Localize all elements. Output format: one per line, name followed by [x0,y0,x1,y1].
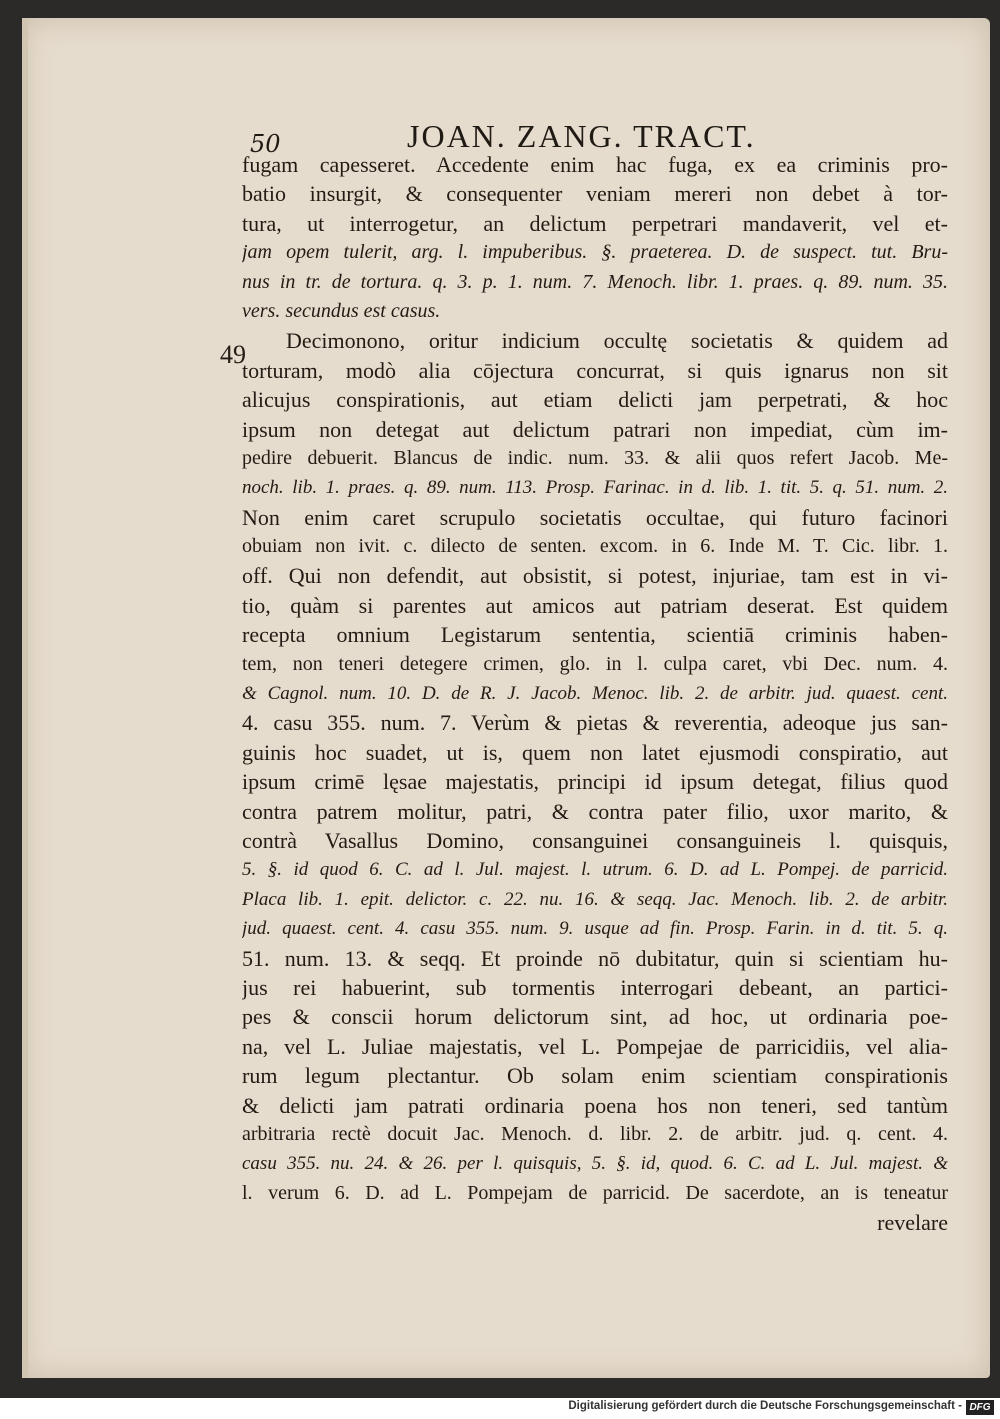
catchword: revelare [877,1210,948,1236]
text-line: noch. lib. 1. praes. q. 89. num. 113. Prosp. Farinac. in d. lib. 1. tit. 5. q. 51. num. 2. [242,477,948,499]
text-line: vers. secundus est casus. [242,299,441,322]
text-line: 5. §. id quod 6. C. ad l. Jul. majest. l. utrum. 6. D. ad L. Pompej. de parricid. [242,859,948,881]
text-line: jud. quaest. cent. 4. casu 355. num. 9. usque ad fin. Prosp. Farin. in d. tit. 5. q. [242,918,948,940]
footer-bar [0,1398,1000,1419]
text-line: 4. casu 355. num. 7. Verùm & pietas & reverentia, adeoque jus san- [242,710,948,736]
margin-number: 49 [220,340,246,369]
page-edge [22,18,28,1378]
footer-credit: Digitalisierung gefördert durch die Deutsche Forschungsgemeinschaft - [568,1400,962,1412]
text-line: jam opem tulerit, arg. l. impuberibus. §. praeterea. D. de suspect. tut. Bru- [242,241,948,264]
text-line: nus in tr. de tortura. q. 3. p. 1. num. 7. Menoch. libr. 1. praes. q. 89. num. 35. [242,270,948,293]
text-line: alicujus conspirationis, aut etiam delicti jam perpetrati, & hoc [242,387,948,413]
text-line: arbitraria rectè docuit Jac. Menoch. d. libr. 2. de arbitr. jud. q. cent. 4. [242,1122,948,1145]
text-line: ipsum non detegat aut delictum patrari non impediat, cùm im- [242,416,948,442]
text-line: tura, ut interrogetur, an delictum perpetrari mandaverit, vel et- [242,210,948,236]
text-line: 51. num. 13. & seqq. Et proinde nō dubitatur, quin si scientiam hu- [242,945,948,971]
text-line: obuiam non ivit. c. dilecto de senten. excom. in 6. Inde M. T. Cic. libr. 1. [242,535,948,558]
text-line: & Cagnol. num. 10. D. de R. J. Jacob. Menoc. lib. 2. de arbitr. jud. quaest. cent. [242,683,948,705]
page-header [232,110,932,158]
text-body [242,150,948,1237]
text-line: jus rei habuerint, sub tormentis interrogari debeant, an partici- [242,974,948,1000]
text-line: tem, non teneri detegere crimen, glo. in l. culpa caret, vbi Dec. num. 4. [242,652,948,675]
text-line: Decimonono, oritur indicium occultę societatis & quidem ad [286,328,948,354]
text-line: contra patrem molitur, patri, & contra pater filio, uxor marito, & [242,798,948,824]
text-line: off. Qui non defendit, aut obsistit, si potest, injuriae, tam est in vi- [242,563,948,589]
text-line: pedire debuerit. Blancus de indic. num. 33. & alii quos refert Jacob. Me- [242,446,948,469]
text-line: torturam, modò alia cōjectura concurrat, si quis ignarus non sit [242,357,948,383]
text-line: batio insurgit, & consequenter veniam mereri non debet à tor- [242,181,948,207]
text-line: fugam capesseret. Accedente enim hac fuga, ex ea criminis pro- [242,152,948,177]
text-line: recepta omnium Legistarum sententia, scientiā criminis haben- [242,622,948,648]
text-line: contrà Vasallus Domino, consanguinei consanguineis l. quisquis, [242,827,948,853]
text-line: Placa lib. 1. epit. delictor. c. 22. nu. 16. & seqq. Jac. Menoch. lib. 2. de arbitr. [242,888,948,910]
text-line: casu 355. nu. 24. & 26. per l. quisquis, 5. §. id, quod. 6. C. ad L. Jul. majest. & [242,1153,948,1175]
text-line: Non enim caret scrupulo societatis occultae, qui futuro facinori [242,504,948,530]
text-line: guinis hoc suadet, ut is, quem non latet ejusmodi conspiratio, aut [242,739,948,765]
text-line: pes & conscii horum delictorum sint, ad hoc, ut ordinaria poe- [242,1004,948,1030]
text-line: na, vel L. Juliae majestatis, vel L. Pompejae de parricidiis, vel alia- [242,1033,948,1059]
text-line: l. verum 6. D. ad L. Pompejam de parricid. De sacerdote, an is teneatur [242,1181,948,1204]
text-line: tio, quàm si parentes aut amicos aut patriam deserat. Est quidem [242,592,948,618]
dfg-logo: DFG [966,1400,994,1415]
text-line: ipsum crimē lęsae majestatis, principi id ipsum detegat, filius quod [242,769,948,795]
text-line: rum legum plectantur. Ob solam enim scientiam conspirationis [242,1063,948,1089]
running-title: JOAN. ZANG. TRACT. [407,118,756,154]
page-number: 50 [250,130,281,158]
text-line: & delicti jam patrati ordinaria poena hos non teneri, sed tantùm [242,1092,948,1118]
